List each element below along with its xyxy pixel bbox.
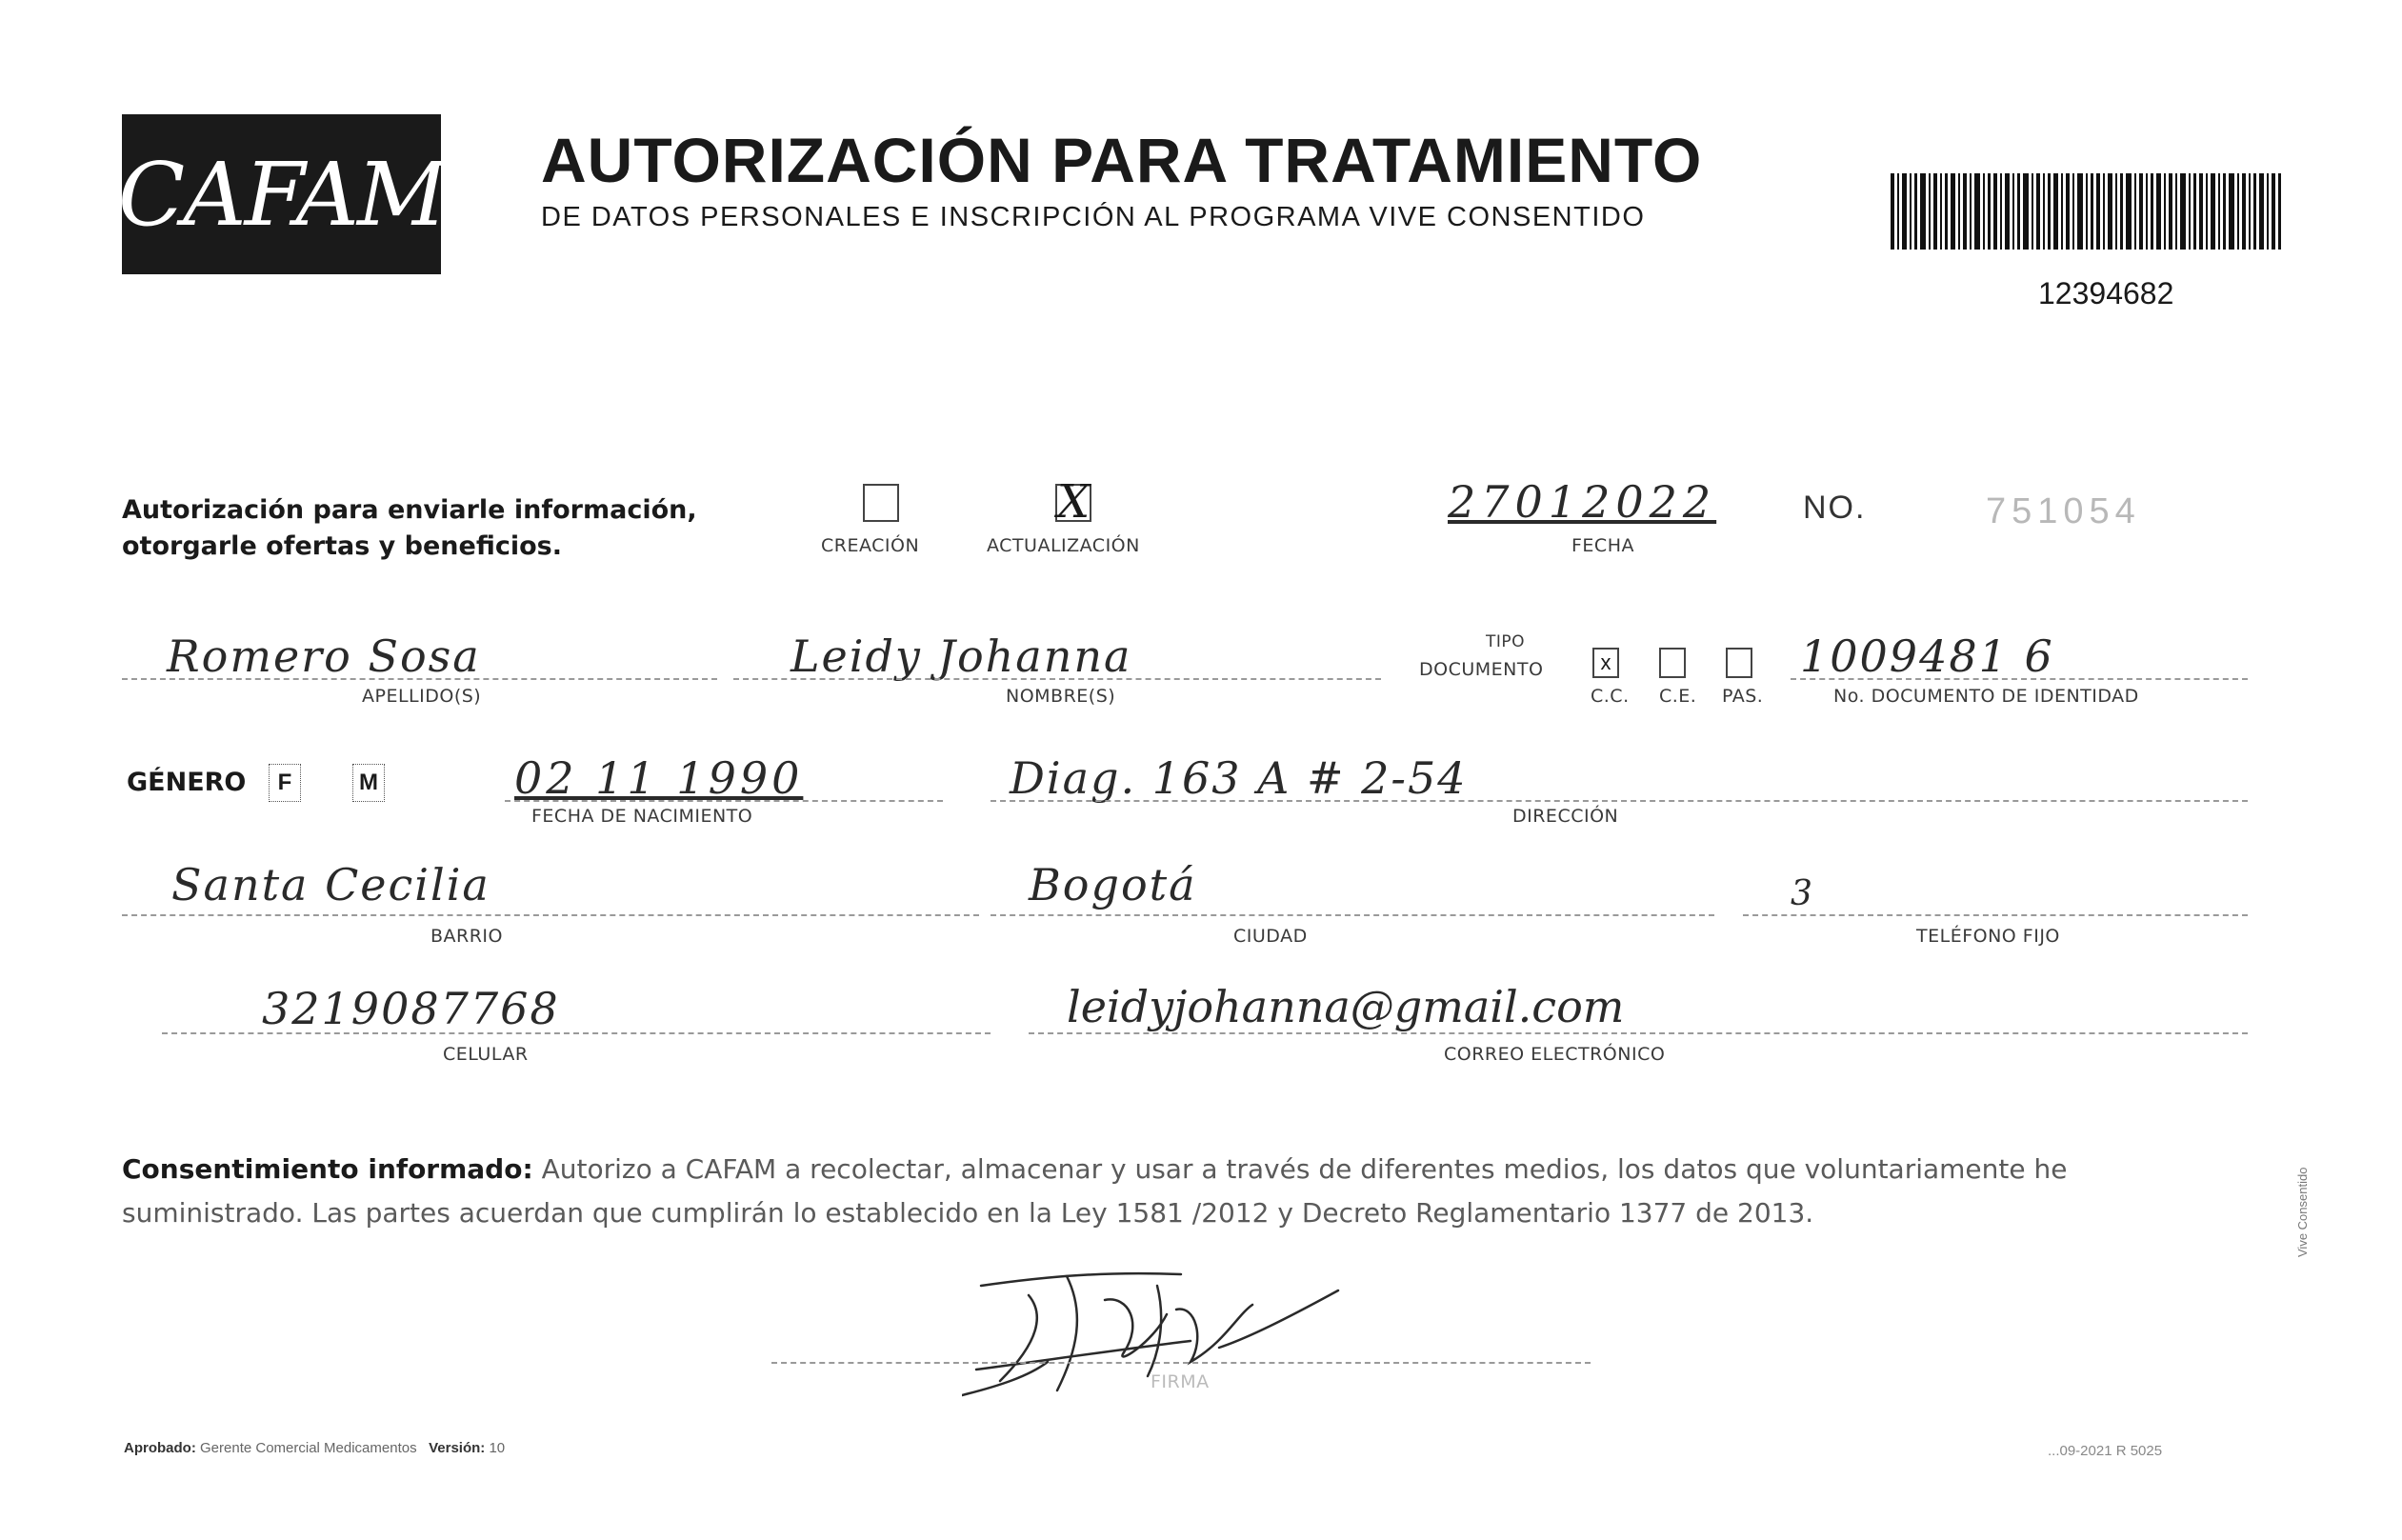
authorization-text-line1: Autorización para enviarle información, [122, 495, 697, 525]
footer-date-code: ...09-2021 R 5025 [2048, 1443, 2163, 1459]
celular-label: CELULAR [443, 1044, 529, 1065]
correo-line [1029, 1032, 2248, 1034]
barrio-line [122, 914, 979, 916]
logo-text: CAFAM [117, 143, 446, 246]
ce-checkbox[interactable] [1659, 648, 1686, 678]
apellidos-line [122, 678, 717, 680]
nacimiento-line [505, 800, 943, 802]
nombres-line [733, 678, 1381, 680]
nacimiento-label: FECHA DE NACIMIENTO [531, 806, 753, 827]
ciudad-value: Bogotá [1029, 859, 1197, 910]
consent-paragraph [122, 1148, 2255, 1235]
tipo-label: TIPO [1486, 632, 1526, 651]
version-label: Versión: [429, 1440, 486, 1456]
signature-label: FIRMA [1151, 1371, 1210, 1392]
cafam-logo [117, 114, 446, 274]
telefono-value: 3 [1791, 874, 1812, 913]
barcode [1891, 173, 2281, 250]
direccion-label: DIRECCIÓN [1512, 806, 1619, 827]
pas-label: PAS. [1722, 686, 1764, 707]
consent-heading: Consentimiento informado: [122, 1153, 533, 1185]
ce-label: C.E. [1659, 686, 1697, 707]
documento-value: 1009481 6 [1800, 630, 2054, 682]
direccion-value: Diag. 163 A # 2-54 [1010, 752, 1468, 804]
direccion-line [991, 800, 2248, 802]
documento-label: DOCUMENTO [1419, 659, 1544, 680]
documento-numero-label: No. DOCUMENTO DE IDENTIDAD [1833, 686, 2139, 707]
footer-approval [124, 1440, 505, 1456]
fecha-label: FECHA [1571, 535, 1634, 556]
cc-label: C.C. [1591, 686, 1630, 707]
actualizacion-label: ACTUALIZACIÓN [987, 535, 1140, 556]
document-subtitle: DE DATOS PERSONALES E INSCRIPCIÓN AL PROGRAMA VIVE CONSENTIDO [541, 202, 1646, 232]
telefono-label: TELÉFONO FIJO [1916, 926, 2060, 947]
creacion-label: CREACIÓN [821, 535, 920, 556]
fecha-value: 27012022 [1448, 476, 1717, 528]
barcode-number: 12394682 [2038, 276, 2174, 310]
celular-line [162, 1032, 991, 1034]
version-value: 10 [489, 1440, 506, 1456]
barrio-value: Santa Cecilia [171, 859, 490, 910]
celular-value: 3219087768 [262, 983, 560, 1034]
ciudad-label: CIUDAD [1233, 926, 1308, 947]
nombres-value: Leidy Johanna [791, 630, 1132, 682]
side-vertical-text: Vive Consentido [2295, 1167, 2310, 1257]
telefono-line [1743, 914, 2248, 916]
nombres-label: NOMBRE(S) [1006, 686, 1116, 707]
correo-label: CORREO ELECTRÓNICO [1444, 1044, 1666, 1065]
apellidos-value: Romero Sosa [167, 630, 481, 682]
signature-line [771, 1362, 1591, 1364]
ciudad-line [991, 914, 1714, 916]
barrio-label: BARRIO [430, 926, 503, 947]
genero-label: GÉNERO [127, 768, 247, 797]
aprobado-label: Aprobado: [124, 1440, 196, 1456]
document-title: AUTORIZACIÓN PARA TRATAMIENTO [541, 125, 1703, 195]
consent-text: Autorizo a CAFAM a recolectar, almacenar y usar a través de diferentes medios, los datos que voluntariamente he suministrado. Las partes acuerdan que cumplirán lo establecido en la Ley 1581 /2012 y Decreto Reglamentario 1377 de 2013. [122, 1153, 2068, 1229]
genero-m-box[interactable]: M [352, 764, 385, 802]
apellidos-label: APELLIDO(S) [362, 686, 482, 707]
documento-line [1791, 678, 2248, 680]
pas-checkbox[interactable] [1726, 648, 1752, 678]
no-label: NO. [1803, 490, 1867, 526]
cc-checkbox[interactable]: x [1592, 648, 1619, 678]
authorization-text-line2: otorgarle ofertas y beneficios. [122, 531, 562, 561]
aprobado-value: Gerente Comercial Medicamentos [200, 1440, 417, 1456]
correo-value: leidyjohanna@gmail.com [1067, 981, 1625, 1032]
creacion-checkbox[interactable] [863, 484, 899, 522]
no-value: 751054 [1986, 491, 2141, 531]
nacimiento-value: 02 11 1990 [514, 752, 804, 804]
actualizacion-checkbox[interactable]: X [1057, 475, 1091, 529]
genero-f-box[interactable]: F [269, 764, 301, 802]
